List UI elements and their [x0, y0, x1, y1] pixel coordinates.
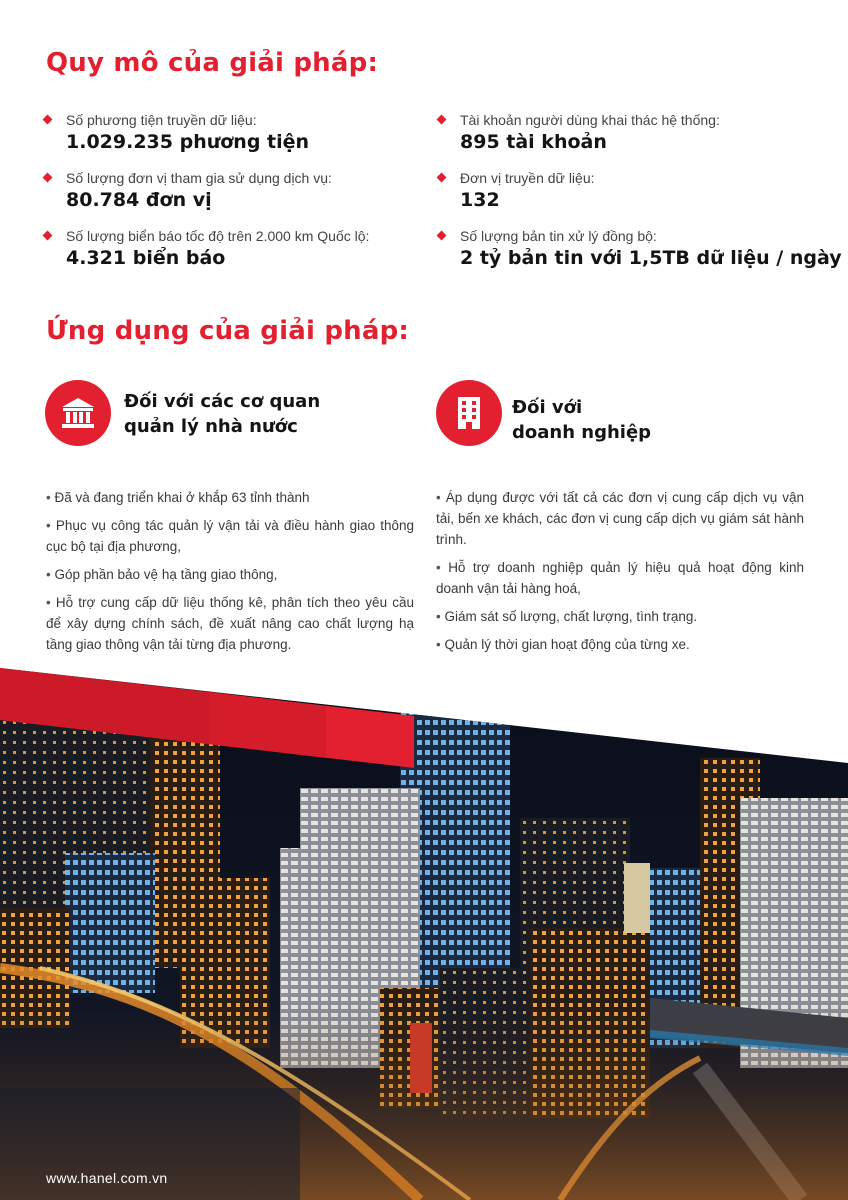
diamond-bullet-icon	[437, 231, 447, 241]
category-title-line: quản lý nhà nước	[124, 416, 298, 437]
government-building-icon	[45, 380, 111, 446]
list-item: • Giám sát số lượng, chất lượng, tình trạng.	[436, 606, 804, 627]
category-title-line: doanh nghiệp	[512, 422, 652, 443]
stat-label: Đơn vị truyền dữ liệu:	[460, 170, 595, 186]
stat-value: 895 tài khoản	[460, 131, 607, 153]
city-night-image	[0, 668, 848, 1200]
stat-value: 2 tỷ bản tin với 1,5TB dữ liệu / ngày	[460, 247, 842, 269]
stat-label: Số lượng biển báo tốc độ trên 2.000 km Quốc lộ:	[66, 228, 370, 244]
stat-value: 132	[460, 189, 500, 211]
stat-value: 4.321 biển báo	[66, 247, 226, 269]
category-title-line: Đối với	[512, 397, 583, 418]
stat-label: Số phương tiện truyền dữ liệu:	[66, 112, 257, 128]
diamond-bullet-icon	[437, 173, 447, 183]
enterprise-category-title	[512, 395, 651, 445]
category-title-line: Đối với các cơ quan	[124, 391, 321, 412]
government-category-title	[124, 389, 320, 439]
stat-label: Số lượng đơn vị tham gia sử dụng dịch vụ:	[66, 170, 332, 186]
office-building-icon	[436, 380, 502, 446]
stat-value: 80.784 đơn vị	[66, 189, 212, 211]
scale-section-title: Quy mô của giải pháp:	[46, 48, 379, 78]
enterprise-benefits-list	[436, 487, 804, 662]
list-item: • Quản lý thời gian hoạt động của từng xe.	[436, 634, 804, 655]
list-item: • Hỗ trợ cung cấp dữ liệu thống kê, phân tích theo yêu cầu để xây dựng chính sách, đề xuất nâng cao chất lượng hạ tầng giao thông vận tải từng địa phương.	[46, 592, 414, 655]
list-item: • Hỗ trợ doanh nghiệp quản lý hiệu quả hoạt động kinh doanh vận tải hàng hoá,	[436, 557, 804, 599]
applications-section-title: Ứng dụng của giải pháp:	[46, 316, 410, 346]
diamond-bullet-icon	[43, 115, 53, 125]
footer-url-link[interactable]: www.hanel.com.vn	[46, 1170, 168, 1186]
list-item: • Áp dụng được với tất cả các đơn vị cung cấp dịch vụ vận tải, bến xe khách, các đơn vị cung cấp dịch vụ giám sát hành trình.	[436, 487, 804, 550]
list-item: • Phục vụ công tác quản lý vận tải và điều hành giao thông cục bộ tại địa phương,	[46, 515, 414, 557]
diamond-bullet-icon	[43, 231, 53, 241]
government-benefits-list	[46, 487, 414, 662]
diamond-bullet-icon	[437, 115, 447, 125]
list-item: • Góp phần bảo vệ hạ tầng giao thông,	[46, 564, 414, 585]
stat-label: Tài khoản người dùng khai thác hệ thống:	[460, 112, 720, 128]
list-item: • Đã và đang triển khai ở khắp 63 tỉnh thành	[46, 487, 414, 508]
stat-value: 1.029.235 phương tiện	[66, 131, 310, 153]
stat-label: Số lượng bản tin xử lý đồng bộ:	[460, 228, 657, 244]
diamond-bullet-icon	[43, 173, 53, 183]
